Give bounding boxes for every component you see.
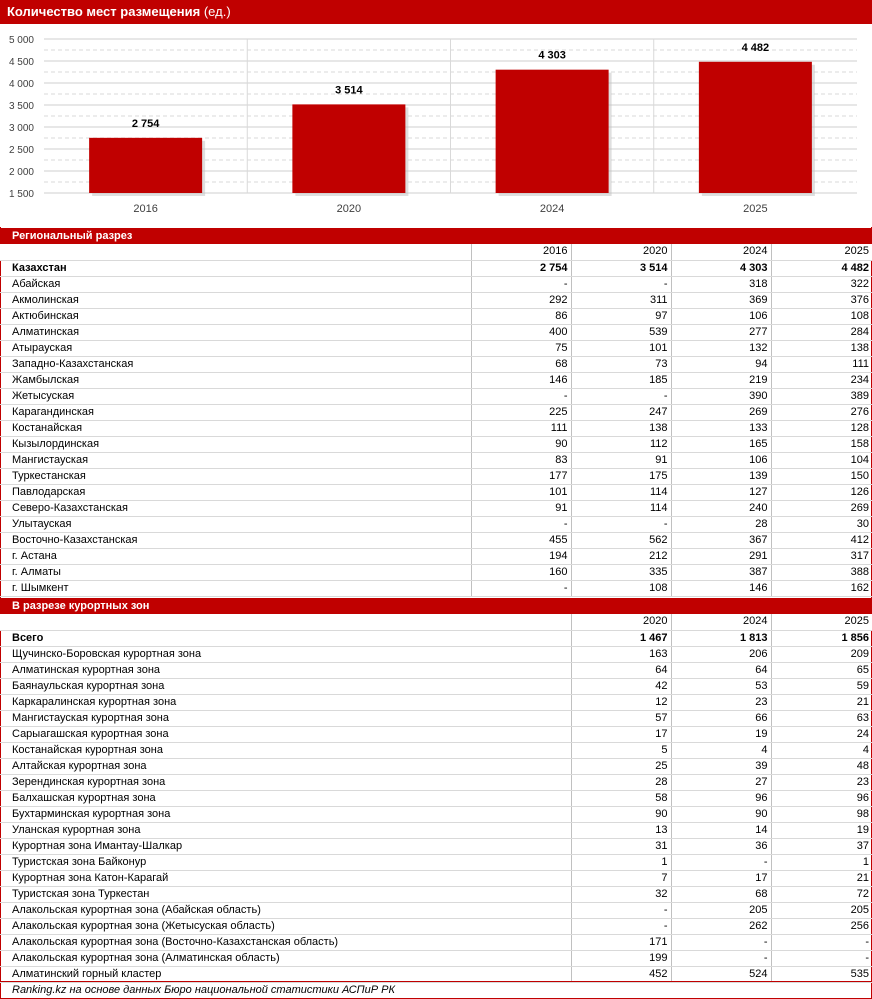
value-cell: 4 [671,742,771,758]
value-cell: - [571,516,671,532]
year-header: 2024 [671,614,771,630]
y-tick-label: 1 500 [8,189,34,200]
row-label: Каркаралинская курортная зона [0,694,571,710]
bar [699,62,812,193]
title-unit: (ед.) [203,4,231,19]
table-row [0,774,872,790]
resort-section-title: В разрезе курортных зон [0,598,872,614]
table-row [0,838,872,854]
value-cell: - [571,918,671,934]
table-row [0,854,872,870]
value-cell: 132 [671,340,771,356]
value-cell: 28 [571,774,671,790]
y-tick-label: 3 500 [8,101,34,112]
bar-value-label: 4 303 [538,49,566,62]
row-label: Жамбылская [0,372,471,388]
value-cell: 21 [771,870,872,886]
value-cell: 185 [571,372,671,388]
value-cell: 535 [771,966,872,982]
row-label: Алакольская курортная зона (Восточно-Казахстанская область) [0,934,571,950]
value-cell: 90 [671,806,771,822]
table-row [0,870,872,886]
row-label: Восточно-Казахстанская [0,532,471,548]
value-cell: 53 [671,678,771,694]
value-cell: - [671,854,771,870]
table-row [0,790,872,806]
row-label: Алматинская курортная зона [0,662,571,678]
value-cell: 108 [771,308,872,324]
table-row [0,292,872,308]
value-cell: - [571,388,671,404]
value-cell: 14 [671,822,771,838]
value-cell: 7 [571,870,671,886]
value-cell: 206 [671,646,771,662]
value-cell: 163 [571,646,671,662]
row-label: Курортная зона Имантау-Шалкар [0,838,571,854]
row-label: Костанайская курортная зона [0,742,571,758]
value-cell: 318 [671,276,771,292]
value-cell: 36 [671,838,771,854]
value-cell: 175 [571,468,671,484]
value-cell: 284 [771,324,872,340]
value-cell: 66 [671,710,771,726]
table-row [0,902,872,918]
y-tick-label: 4 500 [8,57,34,68]
value-cell: 389 [771,388,872,404]
value-cell: 4 303 [671,260,771,276]
value-cell: - [571,902,671,918]
value-cell: 335 [571,564,671,580]
value-cell: 48 [771,758,872,774]
value-cell: 194 [471,548,571,564]
y-tick-label: 2 000 [8,167,34,178]
year-header: 2025 [771,614,872,630]
value-cell: 160 [471,564,571,580]
row-label: Алакольская курортная зона (Жетысуская область) [0,918,571,934]
total-row [0,260,872,276]
value-cell: - [771,950,872,966]
value-cell: 269 [771,500,872,516]
value-cell: 91 [471,500,571,516]
year-header: 2020 [571,244,671,260]
value-cell: 126 [771,484,872,500]
value-cell: 1 813 [671,630,771,646]
value-cell: 86 [471,308,571,324]
total-row [0,630,872,646]
resort-table [0,614,872,983]
table-row [0,966,872,982]
value-cell: 150 [771,468,872,484]
row-label: Уланская курортная зона [0,822,571,838]
value-cell: 400 [471,324,571,340]
value-cell: 146 [671,580,771,596]
value-cell: 3 514 [571,260,671,276]
value-cell: 97 [571,308,671,324]
value-cell: 262 [671,918,771,934]
value-cell: 57 [571,710,671,726]
table-row [0,436,872,452]
x-category-label: 2024 [539,203,565,215]
value-cell: 387 [671,564,771,580]
row-label: Всего [0,630,571,646]
value-cell: 73 [571,356,671,372]
source-footer: Ranking.kz на основе данных Бюро национальной статистики АСПиР РК [0,981,872,999]
bar [292,104,405,193]
value-cell: 83 [471,452,571,468]
table-row [0,372,872,388]
row-label: Курортная зона Катон-Карагай [0,870,571,886]
table-row [0,934,872,950]
table-row [0,324,872,340]
table-row [0,806,872,822]
value-cell: 524 [671,966,771,982]
value-cell: 269 [671,404,771,420]
value-cell: 1 467 [571,630,671,646]
row-label: Кызылординская [0,436,471,452]
table-row [0,548,872,564]
value-cell: 59 [771,678,872,694]
value-cell: 13 [571,822,671,838]
table-row [0,710,872,726]
value-cell: 90 [571,806,671,822]
row-label: г. Шымкент [0,580,471,596]
value-cell: 128 [771,420,872,436]
table-row [0,276,872,292]
value-cell: 234 [771,372,872,388]
row-label: Щучинско-Боровская курортная зона [0,646,571,662]
value-cell: 96 [671,790,771,806]
value-cell: 4 482 [771,260,872,276]
y-tick-label: 3 000 [8,123,34,134]
row-label: Туристская зона Туркестан [0,886,571,902]
table-row [0,532,872,548]
value-cell: 162 [771,580,872,596]
value-cell: 390 [671,388,771,404]
value-cell: 171 [571,934,671,950]
table-row [0,484,872,500]
value-cell: 94 [671,356,771,372]
table-row [0,822,872,838]
value-cell: 388 [771,564,872,580]
bar [89,138,202,193]
value-cell: 39 [671,758,771,774]
table-row [0,646,872,662]
value-cell: 19 [671,726,771,742]
value-cell: 138 [571,420,671,436]
x-category-label: 2025 [743,203,768,215]
value-cell: - [471,580,571,596]
table-row [0,742,872,758]
value-cell: 101 [471,484,571,500]
value-cell: 1 [771,854,872,870]
value-cell: 101 [571,340,671,356]
value-cell: 114 [571,484,671,500]
value-cell: 165 [671,436,771,452]
row-label: Сарыагашская курортная зона [0,726,571,742]
row-label: Павлодарская [0,484,471,500]
value-cell: 27 [671,774,771,790]
value-cell: 311 [571,292,671,308]
value-cell: 90 [471,436,571,452]
table-row [0,758,872,774]
value-cell: 104 [771,452,872,468]
value-cell: 58 [571,790,671,806]
value-cell: 452 [571,966,671,982]
value-cell: 317 [771,548,872,564]
value-cell: 68 [671,886,771,902]
table-row [0,726,872,742]
row-label: Балхашская курортная зона [0,790,571,806]
x-category-label: 2016 [133,203,158,215]
table-row [0,500,872,516]
value-cell: 63 [771,710,872,726]
value-cell: 367 [671,532,771,548]
table-row [0,564,872,580]
value-cell: 12 [571,694,671,710]
regional-section-title: Региональный разрез [0,228,872,244]
value-cell: - [671,934,771,950]
bar-chart-svg [0,24,872,227]
value-cell: 17 [571,726,671,742]
table-row [0,580,872,596]
value-cell: 376 [771,292,872,308]
value-cell: 205 [671,902,771,918]
value-cell: 138 [771,340,872,356]
value-cell: 212 [571,548,671,564]
value-cell: 108 [571,580,671,596]
row-label: Мангистауская [0,452,471,468]
value-cell: 75 [471,340,571,356]
row-label: Атырауская [0,340,471,356]
value-cell: 65 [771,662,872,678]
row-label: Алматинский горный кластер [0,966,571,982]
year-header: 2016 [471,244,571,260]
regional-table [0,244,872,597]
y-tick-label: 2 500 [8,145,34,156]
value-cell: 23 [671,694,771,710]
value-cell: 106 [671,452,771,468]
table-row [0,886,872,902]
value-cell: 247 [571,404,671,420]
value-cell: 562 [571,532,671,548]
value-cell: 2 754 [471,260,571,276]
year-header: 2025 [771,244,872,260]
value-cell: 68 [471,356,571,372]
value-cell: 1 856 [771,630,872,646]
value-cell: 133 [671,420,771,436]
value-cell: 19 [771,822,872,838]
row-label: Зерендинская курортная зона [0,774,571,790]
value-cell: 455 [471,532,571,548]
row-label: Абайская [0,276,471,292]
bar-value-label: 3 514 [335,84,363,97]
title-main: Количество мест размещения [7,4,201,19]
table-row [0,662,872,678]
regional-header-row [0,244,872,260]
value-cell: 225 [471,404,571,420]
value-cell: 112 [571,436,671,452]
value-cell: 21 [771,694,872,710]
value-cell: 31 [571,838,671,854]
x-category-label: 2020 [336,203,362,215]
row-label: Актюбинская [0,308,471,324]
row-label: Костанайская [0,420,471,436]
value-cell: 209 [771,646,872,662]
value-cell: 276 [771,404,872,420]
table-row [0,678,872,694]
value-cell: 96 [771,790,872,806]
value-cell: 256 [771,918,872,934]
table-row [0,694,872,710]
table-row [0,356,872,372]
value-cell: 30 [771,516,872,532]
value-cell: 177 [471,468,571,484]
row-label: Акмолинская [0,292,471,308]
row-label: Алакольская курортная зона (Алматинская область) [0,950,571,966]
header-empty-cell [0,614,571,630]
row-label: Алматинская [0,324,471,340]
value-cell: 5 [571,742,671,758]
table-row [0,404,872,420]
value-cell: 111 [771,356,872,372]
resort-header-row [0,614,872,630]
table-row [0,452,872,468]
row-label: Казахстан [0,260,471,276]
value-cell: 111 [471,420,571,436]
table-row [0,918,872,934]
row-label: Жетысуская [0,388,471,404]
value-cell: 205 [771,902,872,918]
value-cell: 42 [571,678,671,694]
value-cell: 219 [671,372,771,388]
value-cell: 64 [671,662,771,678]
table-row [0,340,872,356]
bar [496,70,609,193]
value-cell: - [771,934,872,950]
table-row [0,950,872,966]
bar-chart [0,24,872,227]
value-cell: 28 [671,516,771,532]
value-cell: 277 [671,324,771,340]
value-cell: 24 [771,726,872,742]
row-label: Карагандинская [0,404,471,420]
value-cell: 539 [571,324,671,340]
value-cell: 17 [671,870,771,886]
value-cell: 369 [671,292,771,308]
year-header: 2020 [571,614,671,630]
row-label: Улытауская [0,516,471,532]
value-cell: 23 [771,774,872,790]
value-cell: - [471,276,571,292]
value-cell: 158 [771,436,872,452]
value-cell: 291 [671,548,771,564]
row-label: Алакольская курортная зона (Абайская область) [0,902,571,918]
value-cell: 146 [471,372,571,388]
row-label: г. Астана [0,548,471,564]
value-cell: - [471,516,571,532]
value-cell: 64 [571,662,671,678]
row-label: Северо-Казахстанская [0,500,471,516]
value-cell: 91 [571,452,671,468]
table-row [0,468,872,484]
row-label: Мангистауская курортная зона [0,710,571,726]
value-cell: 199 [571,950,671,966]
value-cell: 412 [771,532,872,548]
row-label: Алтайская курортная зона [0,758,571,774]
header-empty-cell [0,244,471,260]
row-label: Бухтарминская курортная зона [0,806,571,822]
year-header: 2024 [671,244,771,260]
value-cell: 292 [471,292,571,308]
table-row [0,388,872,404]
value-cell: 98 [771,806,872,822]
value-cell: 127 [671,484,771,500]
row-label: Туристская зона Байконур [0,854,571,870]
value-cell: - [571,276,671,292]
value-cell: - [671,950,771,966]
table-row [0,516,872,532]
row-label: г. Алматы [0,564,471,580]
value-cell: 106 [671,308,771,324]
bar-value-label: 2 754 [131,117,160,130]
bar-value-label: 4 482 [741,41,770,54]
value-cell: 322 [771,276,872,292]
row-label: Туркестанская [0,468,471,484]
value-cell: 114 [571,500,671,516]
row-label: Западно-Казахстанская [0,356,471,372]
y-tick-label: 5 000 [8,35,34,46]
value-cell: 37 [771,838,872,854]
value-cell: 32 [571,886,671,902]
value-cell: 240 [671,500,771,516]
value-cell: 72 [771,886,872,902]
page-title [0,0,872,24]
y-tick-label: 4 000 [8,79,34,90]
table-row [0,308,872,324]
value-cell: 1 [571,854,671,870]
value-cell: 25 [571,758,671,774]
value-cell: 4 [771,742,872,758]
value-cell: 139 [671,468,771,484]
value-cell: - [471,388,571,404]
table-row [0,420,872,436]
row-label: Баянаульская курортная зона [0,678,571,694]
